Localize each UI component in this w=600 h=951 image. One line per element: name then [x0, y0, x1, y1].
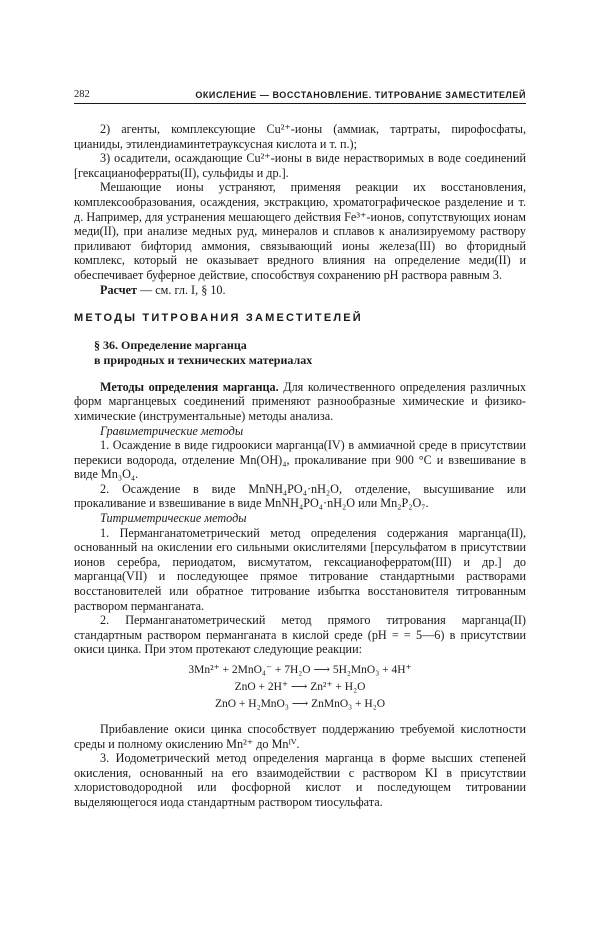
gravimetric-method-1: 1. Осаждение в виде гидроокиси марганца(IV) в аммиачной среде в присутствии перекиси водорода, отделение Mn(OH)₄, прокаливание при 900 °C и взвешивание в виде Mn₃O₄.: [74, 438, 526, 482]
methods-lead: Методы определения марганца.: [100, 379, 279, 394]
paragraph: Мешающие ионы устраняют, применяя реакции их восстановления, комплексообразования, осаждения, экстракцию, хроматографическое разделение и т. д. Например, для устранения мешающего действия Fe³⁺-ионов, сопутствующих ионам меди(II), при анализе медных руд, минералов и сплавов к анализируемому раствору приливают бифторид аммония, связывающий ионы железа(III) во фторидный комплекс, который не оказывает вредного влияния на определение меди(II) и обеспечивает буферное действие, способствуя сохранению pH раствора равным 3.: [74, 180, 526, 282]
titrimetric-heading: Титриметрические методы: [100, 511, 247, 526]
equation: 3Mn²⁺ + 2MnO₄⁻ + 7H₂O ⟶ 5H₂MnO₃ + 4H⁺: [188, 664, 412, 676]
subsection-title-line2: в природных и технических материалах: [94, 352, 313, 367]
calculation-reference: [74, 283, 526, 298]
calculation-label: Расчет: [100, 282, 137, 297]
subsection-title: [94, 338, 526, 368]
paragraph: 3) осадители, осаждающие Cu²⁺-ионы в виде нерастворимых в воде соединений [гексацианоферраты(II), сульфиды и др.].: [74, 151, 526, 180]
calculation-text: — см. гл. I, § 10.: [136, 282, 226, 297]
page-body: [74, 122, 526, 810]
section-title: МЕТОДЫ ТИТРОВАНИЯ ЗАМЕСТИТЕЛЕЙ: [74, 312, 363, 325]
subsection-title-line1: § 36. Определение марганца: [94, 337, 247, 352]
gravimetric-method-2: 2. Осаждение в виде MnNH₄PO₄·nH₂O, отделение, высушивание или прокаливание и взвешивание в виде MnNH₄PO₄·nH₂O или Mn₂P₂O₇.: [74, 481, 526, 511]
paragraph: 2) агенты, комплексующие Cu²⁺-ионы (аммиак, тартраты, пирофосфаты, цианиды, этилендиаминтетрауксусная кислота и т. п.);: [74, 122, 526, 151]
titrimetric-method-1: 1. Перманганатометрический метод определения содержания марганца(II), основанный на окислении его сильными окислителями [персульфатом в присутствии ионов серебра, периодатом, висмутатом, гексацианоферратом(III) и др.] до марганца(VII) и последующее прямое титрование стандартными растворами восстановителей или обратное титрование избытка восстановителя титрованным раствором перманганата.: [74, 525, 526, 613]
paragraph: Прибавление окиси цинка способствует поддержанию требуемой кислотности среды и полному окислению Mn²⁺ до Mnᴵⱽ.: [74, 722, 526, 751]
running-head: ОКИСЛЕНИЕ — ВОССТАНОВЛЕНИЕ. ТИТРОВАНИЕ ЗАМЕСТИТЕЛЕЙ: [195, 90, 526, 100]
gravimetric-heading: Гравиметрические методы: [100, 423, 244, 438]
reaction-equations: [74, 663, 526, 712]
titrimetric-method-2: 2. Перманганатометрический метод прямого титрования марганца(II) стандартным раствором перманганата в кислой среде (pH = = 5—6) в присутствии окиси цинка. При этом протекают следующие реакции:: [74, 613, 526, 657]
methods-intro-text: Для количественного определения различных форм марганцевых соединений применяют разнообразные химические и физико-химические (инструментальные) методы анализа.: [74, 379, 526, 423]
equation: ZnO + H₂MnO₃ ⟶ ZnMnO₃ + H₂O: [214, 698, 386, 710]
methods-intro: [74, 380, 526, 424]
equation: ZnO + 2H⁺ ⟶ Zn²⁺ + H₂O: [234, 681, 366, 693]
iodometric-method: 3. Иодометрический метод определения марганца в форме высших степеней окисления, основанный на его взаимодействии с раствором KI в присутствии хлористоводородной или фосфорной кислот и последующем титровании выделяющегося иода стандартным раствором тиосульфата.: [74, 751, 526, 809]
page-number: 282: [74, 89, 90, 100]
header-rule: [74, 103, 526, 104]
